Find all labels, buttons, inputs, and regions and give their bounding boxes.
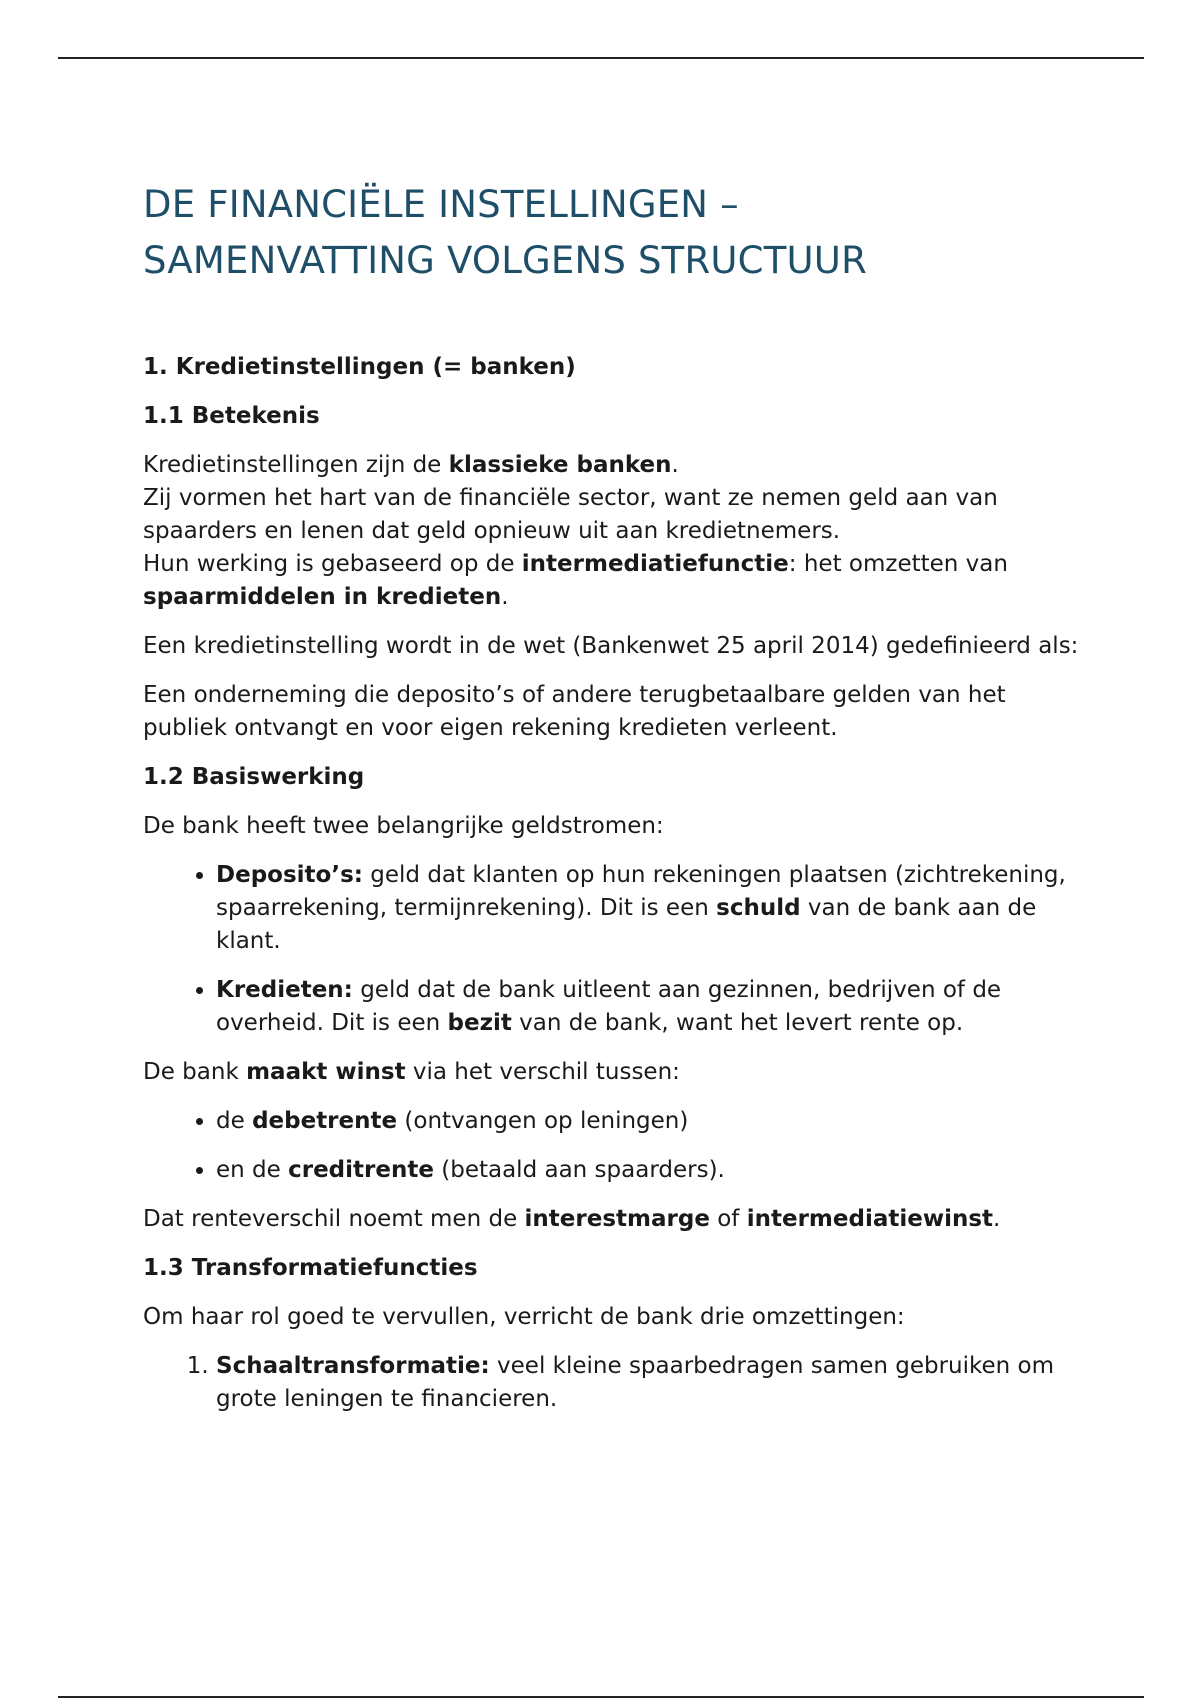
document-title	[143, 177, 1083, 289]
section-1-3-heading: 1.3 Transformatiefuncties	[143, 1255, 478, 1281]
geldstromen-intro: De bank heeft twee belangrijke geldstromen:	[143, 813, 664, 839]
section-1-heading: 1. Kredietinstellingen (= banken)	[143, 354, 576, 380]
section-1-1-heading: 1.1 Betekenis	[143, 403, 320, 429]
list-item-creditrente: • en de creditrente (betaald aan spaarders).	[216, 1154, 1083, 1187]
list-item-schaaltransformatie: 1. Schaaltransformatie: veel kleine spaarbedragen samen gebruiken om grote leningen te financieren.	[216, 1350, 1083, 1416]
list-item-debetrente: • de debetrente (ontvangen op leningen)	[216, 1105, 1083, 1138]
list-item-kredieten: • Kredieten: geld dat de bank uitleent aan gezinnen, bedrijven of de overheid. Dit is een bezit van de bank, want het levert rente op.	[216, 974, 1083, 1040]
definition-intro: Een kredietinstelling wordt in de wet (Bankenwet 25 april 2014) gedefinieerd als:	[143, 633, 1079, 659]
interestmarge-paragraph: Dat renteverschil noemt men de interestmarge of intermediatiewinst.	[143, 1206, 1001, 1232]
winst-paragraph: De bank maakt winst via het verschil tussen:	[143, 1059, 680, 1085]
list-item-depositos: • Deposito’s: geld dat klanten op hun rekeningen plaatsen (zichtrekening, spaarrekening, termijnrekening). Dit is een schuld van de bank aan de klant.	[216, 859, 1083, 958]
definition-text: Een onderneming die deposito’s of andere terugbetaalbare gelden van het publiek ontvangt en voor eigen rekening kredieten verleent.	[143, 682, 1006, 741]
geldstromen-list	[143, 859, 1083, 1040]
rente-list	[143, 1105, 1083, 1187]
top-rule	[58, 57, 1144, 59]
bottom-rule	[58, 1696, 1144, 1698]
section-1-2-heading: 1.2 Basiswerking	[143, 764, 365, 790]
betekenis-paragraph: Kredietinstellingen zijn de klassieke banken. Zij vormen het hart van de financiële sector, want ze nemen geld aan van spaarders en lenen dat geld opnieuw uit aan kredietnemers. Hun werking is gebaseerd op de intermediatiefunctie: het omzetten van spaarmiddelen in kredieten.	[143, 452, 1008, 610]
transformatie-list	[143, 1350, 1083, 1416]
title-line-2: SAMENVATTING VOLGENS STRUCTUUR	[143, 239, 867, 282]
title-line-1: DE FINANCIËLE INSTELLINGEN –	[143, 183, 739, 226]
document-body	[143, 177, 1083, 1416]
transformatie-intro: Om haar rol goed te vervullen, verricht de bank drie omzettingen:	[143, 1304, 905, 1330]
